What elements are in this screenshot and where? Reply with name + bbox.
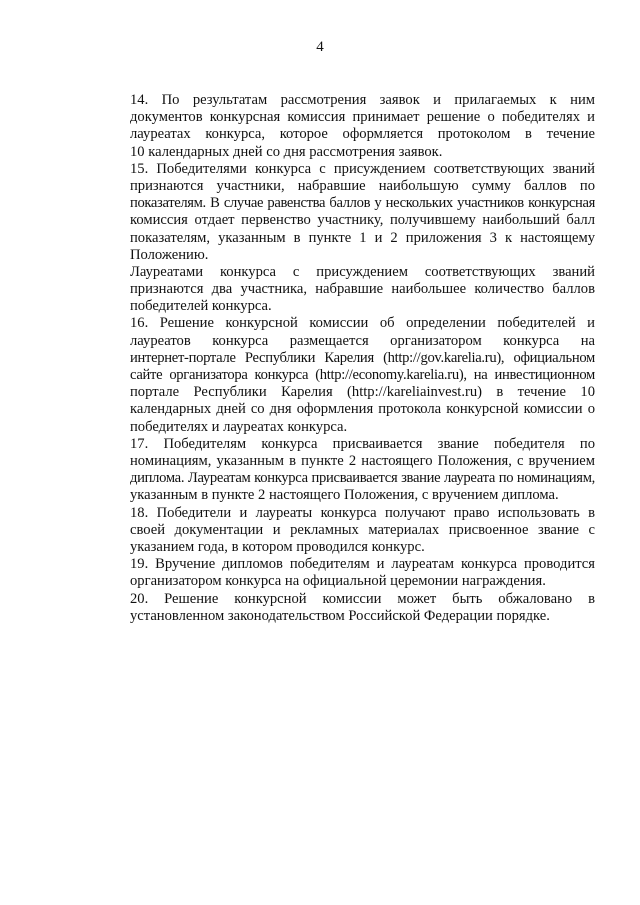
text-line: интернет-портале Республики Карелия (http://gov.karelia.ru), официальном — [130, 349, 595, 366]
text-line: номинациям, указанным в пункте 2 настоящего Положения, с вручением — [130, 453, 595, 469]
document-body — [90, 92, 595, 625]
text-line: 18. Победители и лауреаты конкурса получают право использовать в — [130, 504, 595, 521]
text-line: 10 календарных дней со дня рассмотрения заявок. — [130, 143, 443, 160]
paragraph-17 — [90, 436, 595, 505]
text-line: показателям. В случае равенства баллов у нескольких участников конкурсная — [130, 195, 595, 212]
paragraph-19 — [90, 556, 595, 590]
paragraph-14 — [90, 92, 595, 161]
text-line: портале Республики Карелия (http://kareliainvest.ru) в течение 10 — [130, 384, 595, 401]
paragraph-15 — [90, 161, 595, 264]
text-line: своей документации и рекламных материалах присвоенное звание с — [130, 521, 595, 538]
text-line: установленном законодательством Российской Федерации порядке. — [130, 607, 550, 624]
text-line: Положению. — [130, 246, 209, 263]
text-line: указанным в пункте 2 настоящего Положения, с вручением диплома. — [130, 487, 559, 504]
text-line: победителях и лауреатах конкурса. — [130, 418, 348, 435]
text-line: документов конкурсная комиссия принимает решение о победителях и — [130, 109, 595, 126]
text-line: диплома. Лауреатам конкурса присваивается звание лауреата по номинациям, — [130, 470, 595, 487]
text-line: лауреатов конкурса размещается организатором конкурса на — [130, 332, 595, 349]
text-line: сайте организатора конкурса (http://economy.karelia.ru), на инвестиционном — [130, 367, 595, 384]
page-number: 4 — [316, 39, 324, 55]
text-line: указанием года, в котором проводился конкурс. — [130, 538, 425, 555]
text-line: показателям, указанным в пункте 1 и 2 приложения 3 к настоящему — [130, 229, 595, 246]
text-line: победителей конкурса. — [130, 298, 272, 315]
paragraph-15-laureates — [90, 264, 595, 316]
text-line: комиссия отдает первенство участнику, получившему наибольший балл — [130, 212, 595, 229]
text-line: 14. По результатам рассмотрения заявок и прилагаемых к ним — [130, 92, 595, 108]
text-line: лауреатах конкурса, которое оформляется протоколом в течение — [130, 126, 595, 143]
text-line: 20. Решение конкурсной комиссии может быть обжаловано в — [130, 590, 595, 607]
text-line: организатором конкурса на официальной церемонии награждения. — [130, 573, 546, 590]
text-line: признаются участники, набравшие наибольшую сумму баллов по — [130, 177, 595, 194]
text-line: признаются два участника, набравшие наибольшее количество баллов — [130, 281, 595, 298]
paragraph-16 — [90, 315, 595, 435]
text-line: календарных дней со дня оформления протокола конкурсной комиссии о — [130, 401, 595, 418]
text-line: 19. Вручение дипломов победителям и лауреатам конкурса проводится — [130, 556, 595, 573]
paragraph-18 — [90, 505, 595, 557]
text-line: 16. Решение конкурсной комиссии об определении победителей и — [130, 315, 595, 332]
paragraph-20 — [90, 591, 595, 625]
text-line: Лауреатами конкурса с присуждением соответствующих званий — [130, 263, 595, 280]
text-line: 17. Победителям конкурса присваивается звание победителя по — [130, 435, 595, 452]
text-line: 15. Победителями конкурса с присуждением соответствующих званий — [130, 160, 595, 177]
